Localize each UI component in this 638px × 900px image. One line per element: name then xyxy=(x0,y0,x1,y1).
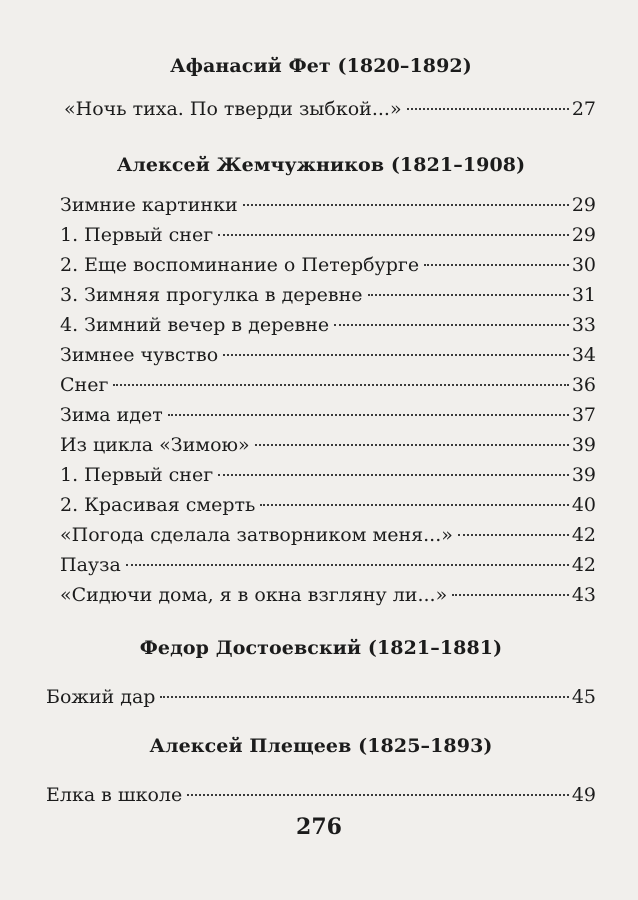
dot-leader xyxy=(334,324,569,326)
entry-page: 34 xyxy=(571,344,596,366)
toc-entry xyxy=(46,780,596,810)
dot-leader xyxy=(243,204,569,206)
dot-leader xyxy=(218,474,569,476)
entry-page: 39 xyxy=(571,434,596,456)
toc-entry xyxy=(46,580,596,610)
entry-page: 42 xyxy=(571,524,596,546)
toc-entry xyxy=(46,94,596,124)
toc-entry xyxy=(46,430,596,460)
author-heading: Федор Достоевский (1821–1881) xyxy=(139,637,503,659)
toc-section-zhemchuzhnikov xyxy=(46,148,596,610)
entry-page: 42 xyxy=(571,554,596,576)
entry-page: 31 xyxy=(571,284,596,306)
dot-leader xyxy=(458,534,569,536)
entry-title: Из цикла «Зимою» xyxy=(60,434,250,456)
toc-section-pleshcheev xyxy=(46,730,596,810)
dot-leader xyxy=(407,108,569,110)
entry-title: 4. Зимний вечер в деревне xyxy=(60,314,330,336)
page-number: 276 xyxy=(296,814,342,840)
entry-title: Зима идет xyxy=(60,404,163,426)
entry-page: 33 xyxy=(571,314,596,336)
entry-title: Зимние картинки xyxy=(60,194,238,216)
author-heading: Афанасий Фет (1820–1892) xyxy=(170,55,472,77)
dot-leader xyxy=(168,414,569,416)
dot-leader xyxy=(160,696,568,698)
entry-title: 2. Красивая смерть xyxy=(60,494,256,516)
author-heading: Алексей Жемчужников (1821–1908) xyxy=(116,154,526,176)
entry-page: 45 xyxy=(571,686,596,708)
entry-title: Божий дар xyxy=(46,686,156,708)
toc-entry xyxy=(46,190,596,220)
toc-entry xyxy=(46,220,596,250)
entry-title: 1. Первый снег xyxy=(60,224,214,246)
dot-leader xyxy=(223,354,569,356)
entry-page: 39 xyxy=(571,464,596,486)
dot-leader xyxy=(368,294,569,296)
entry-page: 29 xyxy=(571,194,596,216)
entry-page: 30 xyxy=(571,254,596,276)
toc-entry xyxy=(46,250,596,280)
dot-leader xyxy=(424,264,569,266)
toc-entry xyxy=(46,340,596,370)
author-heading: Алексей Плещеев (1825–1893) xyxy=(149,735,493,757)
entry-title: 1. Первый снег xyxy=(60,464,214,486)
dot-leader xyxy=(260,504,568,506)
dot-leader xyxy=(126,564,569,566)
entry-page: 37 xyxy=(571,404,596,426)
dot-leader xyxy=(113,384,568,386)
entry-title: Елка в школе xyxy=(46,784,183,806)
toc-entry xyxy=(46,682,596,712)
toc-entry xyxy=(46,400,596,430)
toc-section-dostoevsky xyxy=(46,632,596,712)
dot-leader xyxy=(255,444,569,446)
entry-title: Зимнее чувство xyxy=(60,344,219,366)
entry-page: 29 xyxy=(571,224,596,246)
toc-entry xyxy=(46,310,596,340)
toc-entry xyxy=(46,520,596,550)
toc-entry xyxy=(46,550,596,580)
entry-title: «Ночь тиха. По тверди зыбкой...» xyxy=(64,98,402,120)
entry-title: Пауза xyxy=(60,554,121,576)
toc-entry xyxy=(46,460,596,490)
entry-title: «Погода сделала затворником меня...» xyxy=(60,524,453,546)
dot-leader xyxy=(187,794,569,796)
entry-page: 40 xyxy=(571,494,596,516)
entry-page: 43 xyxy=(571,584,596,606)
toc-section-fet xyxy=(46,50,596,124)
entry-title: 2. Еще воспоминание о Петербурге xyxy=(60,254,420,276)
entry-title: 3. Зимняя прогулка в деревне xyxy=(60,284,363,306)
entry-page: 27 xyxy=(571,98,596,120)
entry-title: «Сидючи дома, я в окна взгляну ли...» xyxy=(60,584,448,606)
dot-leader xyxy=(218,234,569,236)
dot-leader xyxy=(452,594,569,596)
entry-page: 36 xyxy=(571,374,596,396)
entry-page: 49 xyxy=(571,784,596,806)
toc-entry xyxy=(46,370,596,400)
entry-title: Снег xyxy=(60,374,109,396)
toc-entry xyxy=(46,280,596,310)
toc-entry xyxy=(46,490,596,520)
